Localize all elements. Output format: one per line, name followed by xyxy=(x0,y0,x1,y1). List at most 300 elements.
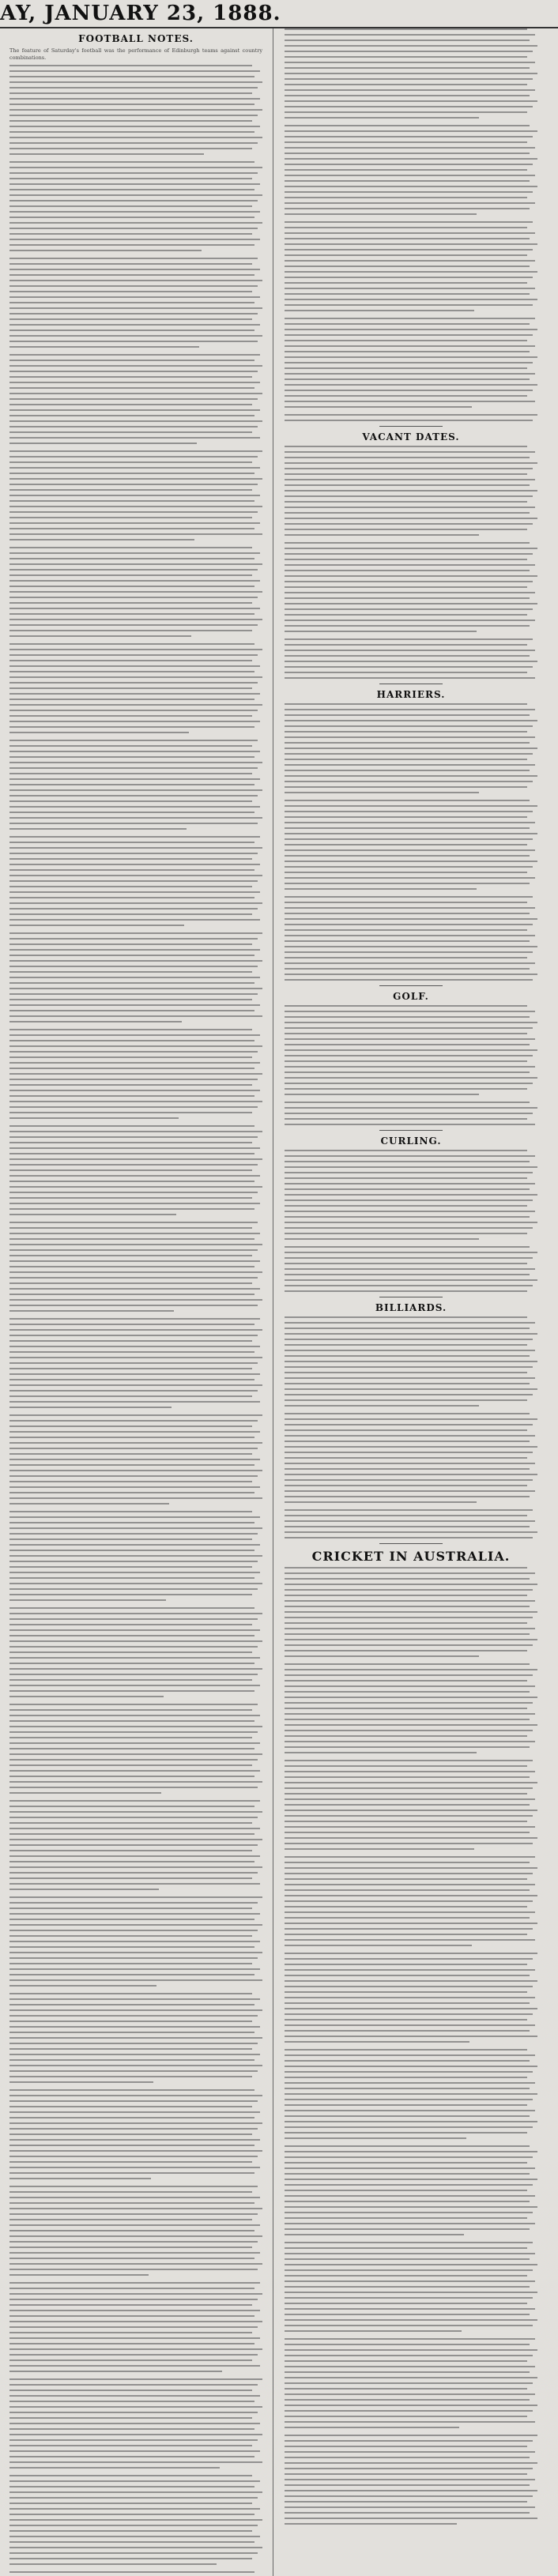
text-line xyxy=(285,1837,537,1839)
text-line xyxy=(285,833,537,834)
text-line xyxy=(285,1595,527,1596)
text-line xyxy=(9,1186,262,1188)
text-line xyxy=(285,1463,535,1464)
text-line xyxy=(9,1963,252,1964)
text-line xyxy=(285,1071,530,1073)
text-line xyxy=(9,1368,252,1369)
text-line xyxy=(9,1952,262,1953)
text-line xyxy=(9,2213,258,2215)
text-line xyxy=(285,2190,527,2191)
text-line xyxy=(285,73,537,74)
text-line xyxy=(9,676,262,678)
text-line xyxy=(285,260,535,262)
text-line xyxy=(285,1088,527,1090)
text-line xyxy=(9,1764,252,1766)
text-line xyxy=(9,1861,254,1862)
text-line xyxy=(285,759,527,760)
text-line xyxy=(285,1066,535,1068)
text-line xyxy=(9,2106,252,2107)
text-line xyxy=(285,603,537,604)
text-line xyxy=(9,745,252,747)
text-line xyxy=(285,2405,537,2406)
text-line xyxy=(285,586,527,588)
text-line xyxy=(9,2461,262,2463)
text-line xyxy=(285,2082,535,2084)
text-line xyxy=(285,367,527,369)
text-line xyxy=(285,1322,535,1324)
text-line xyxy=(285,1975,530,1976)
text-line xyxy=(285,1172,533,1173)
text-line xyxy=(285,1617,533,1618)
text-line xyxy=(285,2479,535,2480)
text-line xyxy=(285,1339,533,1340)
text-line xyxy=(285,1366,533,1368)
text-line xyxy=(9,1222,258,1223)
text-line xyxy=(285,924,533,925)
text-line xyxy=(285,2410,533,2412)
text-line xyxy=(285,1782,537,1783)
text-line xyxy=(9,194,262,196)
text-line xyxy=(285,2484,530,2486)
text-line xyxy=(9,988,262,989)
text-line xyxy=(285,709,535,710)
text-line xyxy=(285,650,535,651)
text-line xyxy=(9,1034,260,1036)
text-line xyxy=(9,858,252,860)
text-line xyxy=(285,384,537,386)
text-line xyxy=(285,277,533,278)
text-line xyxy=(9,2219,252,2220)
text-line xyxy=(9,1470,262,1471)
text-line xyxy=(9,2445,252,2446)
text-line xyxy=(9,732,189,733)
text-line xyxy=(9,2263,262,2265)
text-line xyxy=(285,2054,535,2056)
text-line xyxy=(285,1216,530,1218)
text-line xyxy=(285,186,537,187)
text-line xyxy=(285,2206,537,2208)
text-line xyxy=(285,484,530,486)
text-line xyxy=(9,1872,258,1874)
text-line xyxy=(285,1537,533,1538)
text-line xyxy=(285,2446,527,2447)
text-line xyxy=(9,178,252,179)
text-line xyxy=(9,1357,262,1358)
section-rule xyxy=(379,426,443,427)
text-line xyxy=(285,180,530,182)
text-line xyxy=(285,1468,530,1470)
text-line xyxy=(9,1776,254,1777)
text-line xyxy=(9,2310,260,2311)
text-line xyxy=(9,1147,260,1149)
text-line xyxy=(9,1679,252,1681)
text-line xyxy=(9,2111,260,2113)
text-line xyxy=(9,269,260,270)
text-line xyxy=(9,1753,262,1755)
text-line xyxy=(9,580,260,582)
text-line xyxy=(9,2299,258,2300)
text-line xyxy=(285,1350,535,1351)
text-line xyxy=(9,1828,260,1829)
text-line xyxy=(9,324,260,326)
text-line xyxy=(9,2048,252,2050)
text-line xyxy=(9,1781,262,1783)
text-line xyxy=(285,1290,527,1292)
text-line xyxy=(9,1062,260,1064)
text-line xyxy=(9,2282,260,2284)
text-line xyxy=(285,872,527,873)
text-line xyxy=(285,1606,530,1607)
text-line xyxy=(285,1650,527,1651)
text-line xyxy=(9,1577,254,1579)
text-line xyxy=(285,1969,535,1971)
text-line xyxy=(9,687,252,689)
text-line xyxy=(285,45,537,47)
text-line xyxy=(285,28,527,30)
text-line xyxy=(9,1561,258,1562)
text-line xyxy=(9,993,258,995)
text-line xyxy=(9,1792,161,1794)
text-line xyxy=(285,1787,533,1789)
text-line xyxy=(285,2008,537,2009)
section-rule xyxy=(379,985,443,986)
text-line xyxy=(9,387,254,389)
text-line xyxy=(285,1798,535,1800)
text-line xyxy=(9,2332,252,2333)
text-line xyxy=(9,1993,252,1994)
text-line xyxy=(285,2093,537,2095)
text-line xyxy=(285,1752,477,1753)
text-line xyxy=(285,2319,537,2321)
text-line xyxy=(285,490,537,491)
text-line xyxy=(9,1346,260,1347)
text-line xyxy=(9,1431,260,1433)
text-line xyxy=(285,390,533,391)
text-line xyxy=(9,2009,262,2011)
text-line xyxy=(285,822,535,823)
text-line xyxy=(285,597,530,599)
text-line xyxy=(9,2054,260,2055)
text-line xyxy=(9,2434,262,2435)
text-line xyxy=(9,1908,252,1909)
text-line xyxy=(9,1175,260,1177)
text-line xyxy=(9,1690,254,1692)
text-line xyxy=(285,249,533,250)
text-line xyxy=(285,592,535,593)
text-line xyxy=(9,1324,254,1325)
text-line xyxy=(9,393,262,394)
text-line xyxy=(285,2292,537,2293)
text-line xyxy=(9,335,262,337)
text-line xyxy=(285,1509,533,1511)
text-line xyxy=(9,1112,252,1113)
text-line xyxy=(285,1263,527,1264)
text-line xyxy=(285,2151,537,2152)
text-line xyxy=(285,1033,527,1034)
text-line xyxy=(9,762,262,763)
text-line xyxy=(285,191,533,193)
golf-body xyxy=(285,1005,537,1125)
text-line xyxy=(285,2049,527,2051)
text-line xyxy=(9,228,258,229)
text-line xyxy=(285,1446,537,1448)
text-line xyxy=(9,897,254,898)
football-notes-heading: FOOTBALL NOTES. xyxy=(78,33,194,44)
text-line xyxy=(9,1004,260,1006)
text-line xyxy=(285,1572,535,1574)
text-line xyxy=(285,1600,535,1602)
text-line xyxy=(285,1113,533,1114)
text-line xyxy=(285,2427,459,2428)
text-line xyxy=(285,866,533,868)
text-line xyxy=(9,1073,262,1075)
text-line xyxy=(9,1935,252,1937)
text-line xyxy=(9,450,262,452)
text-line xyxy=(285,1815,533,1817)
text-line xyxy=(285,2297,533,2299)
text-line xyxy=(285,1399,527,1401)
text-line xyxy=(9,1233,260,1234)
text-line xyxy=(285,1279,537,1281)
text-line xyxy=(285,1821,527,1822)
text-line xyxy=(9,773,252,774)
text-line xyxy=(9,1238,254,1240)
text-line xyxy=(285,169,527,171)
text-line xyxy=(285,1211,535,1212)
text-line xyxy=(9,1720,254,1722)
text-line xyxy=(285,1964,527,1965)
text-line xyxy=(285,153,530,154)
text-line xyxy=(285,1515,527,1516)
text-line xyxy=(285,614,527,616)
text-line xyxy=(285,141,527,143)
text-line xyxy=(9,1889,159,1890)
text-line xyxy=(285,95,530,96)
text-line xyxy=(9,81,262,83)
text-line xyxy=(285,451,535,453)
text-line xyxy=(285,1928,533,1930)
text-line xyxy=(285,1691,530,1693)
text-line xyxy=(9,200,258,201)
text-line xyxy=(9,949,260,951)
text-line xyxy=(285,1479,533,1481)
text-line xyxy=(9,1203,260,1204)
text-line xyxy=(9,864,260,865)
text-line xyxy=(9,318,252,320)
text-line xyxy=(9,1522,254,1523)
text-line xyxy=(9,2390,252,2391)
text-line xyxy=(9,2100,258,2102)
text-line xyxy=(9,1015,262,1017)
text-line xyxy=(9,1068,254,1069)
text-line xyxy=(285,2212,533,2213)
text-line xyxy=(285,2104,527,2106)
text-line xyxy=(285,827,530,829)
text-line xyxy=(285,1199,533,1201)
text-line xyxy=(285,1793,527,1795)
text-line xyxy=(9,1974,254,1975)
text-line xyxy=(9,1941,260,1942)
text-line xyxy=(285,2264,537,2265)
text-line xyxy=(9,2197,260,2198)
text-line xyxy=(9,869,254,871)
text-line xyxy=(9,120,252,122)
text-line xyxy=(9,1930,258,1931)
billiards-heading: BILLIARDS. xyxy=(375,1302,447,1313)
text-line xyxy=(9,2525,258,2526)
text-line xyxy=(9,1844,258,1846)
text-line xyxy=(9,1957,258,1959)
text-line xyxy=(285,2355,533,2356)
text-line xyxy=(285,2523,457,2525)
text-line xyxy=(285,861,537,862)
text-line xyxy=(285,1328,530,1329)
text-line xyxy=(285,529,527,530)
text-line xyxy=(9,1260,260,1262)
text-line xyxy=(9,1704,258,1705)
text-line xyxy=(285,340,527,341)
text-line xyxy=(9,250,202,251)
text-line xyxy=(285,1155,535,1157)
text-line xyxy=(9,925,184,926)
text-line xyxy=(285,1049,537,1051)
text-line xyxy=(9,1437,254,1438)
text-line xyxy=(285,2512,530,2514)
text-line xyxy=(285,501,527,503)
text-line xyxy=(9,437,260,439)
text-line xyxy=(9,131,254,133)
text-line xyxy=(9,2475,252,2476)
text-line xyxy=(285,334,533,336)
text-line xyxy=(9,2122,262,2124)
text-line xyxy=(285,100,537,102)
text-line xyxy=(285,2137,466,2139)
text-line xyxy=(9,2348,262,2350)
text-line xyxy=(9,2089,254,2091)
text-line xyxy=(285,2019,527,2021)
text-line xyxy=(9,2065,262,2066)
text-line xyxy=(285,2416,527,2417)
text-line xyxy=(9,665,260,667)
text-line xyxy=(9,2412,258,2413)
text-line xyxy=(285,1578,530,1580)
text-line xyxy=(285,1771,535,1772)
text-line xyxy=(285,731,527,733)
text-line xyxy=(9,263,252,265)
text-line xyxy=(285,888,477,890)
text-line xyxy=(285,581,533,582)
text-line xyxy=(9,789,262,791)
text-line xyxy=(9,836,260,838)
text-line xyxy=(285,378,530,380)
text-line xyxy=(9,291,252,292)
text-line xyxy=(9,2246,252,2248)
text-line xyxy=(9,2186,258,2187)
text-line xyxy=(285,1205,527,1207)
text-line xyxy=(285,1077,537,1079)
text-line xyxy=(9,522,260,524)
text-line xyxy=(9,1407,172,1408)
text-line xyxy=(9,1459,260,1460)
text-line xyxy=(9,443,197,444)
text-line xyxy=(9,2503,252,2504)
text-line xyxy=(285,918,537,920)
text-line xyxy=(285,1644,533,1646)
text-line xyxy=(285,507,535,508)
text-line xyxy=(9,1651,252,1653)
text-line xyxy=(9,563,262,565)
text-line xyxy=(9,148,252,149)
text-line xyxy=(285,2162,527,2164)
text-line xyxy=(9,2133,252,2135)
text-line xyxy=(9,1533,258,1535)
text-line xyxy=(9,2117,254,2118)
text-line xyxy=(9,1985,156,1987)
text-line xyxy=(9,932,262,934)
text-line xyxy=(285,2071,533,2073)
text-line xyxy=(9,404,252,405)
text-line xyxy=(9,2450,260,2452)
text-line xyxy=(285,130,537,132)
text-line xyxy=(9,613,254,615)
text-line xyxy=(285,1674,533,1676)
text-line xyxy=(9,1056,252,1058)
text-line xyxy=(285,2314,530,2315)
text-line xyxy=(285,1118,527,1120)
text-line xyxy=(9,2467,220,2469)
text-line xyxy=(285,1878,527,1880)
text-line xyxy=(9,1511,252,1512)
text-line xyxy=(285,2421,535,2423)
text-line xyxy=(9,643,254,645)
text-line xyxy=(9,1555,262,1557)
text-line xyxy=(9,76,254,77)
text-line xyxy=(9,313,258,314)
text-line xyxy=(285,1895,537,1896)
text-line xyxy=(9,1340,252,1342)
text-line xyxy=(9,1902,258,1904)
text-line xyxy=(9,467,260,469)
text-line xyxy=(9,726,254,728)
text-line xyxy=(285,1274,530,1275)
text-line xyxy=(9,1839,262,1840)
text-line xyxy=(285,362,533,363)
vacant-dates-body xyxy=(285,446,537,679)
text-line xyxy=(285,1161,530,1162)
text-line xyxy=(9,346,199,348)
text-line xyxy=(9,1425,252,1427)
text-line xyxy=(285,1746,530,1748)
text-line xyxy=(285,2088,530,2089)
text-line xyxy=(9,1806,254,1807)
text-line xyxy=(9,2530,252,2532)
text-line xyxy=(285,2506,535,2508)
text-line xyxy=(285,401,535,402)
text-line xyxy=(9,558,254,559)
text-line xyxy=(285,147,535,149)
text-line xyxy=(9,1550,254,1551)
text-line xyxy=(285,2382,533,2384)
text-line xyxy=(285,1765,527,1767)
text-line xyxy=(9,547,252,548)
text-line xyxy=(9,654,258,656)
text-line xyxy=(9,2547,262,2548)
text-line xyxy=(285,1005,527,1007)
text-line xyxy=(9,591,262,593)
text-line xyxy=(285,1094,479,1095)
text-line xyxy=(285,2435,537,2436)
text-line xyxy=(9,1401,260,1403)
